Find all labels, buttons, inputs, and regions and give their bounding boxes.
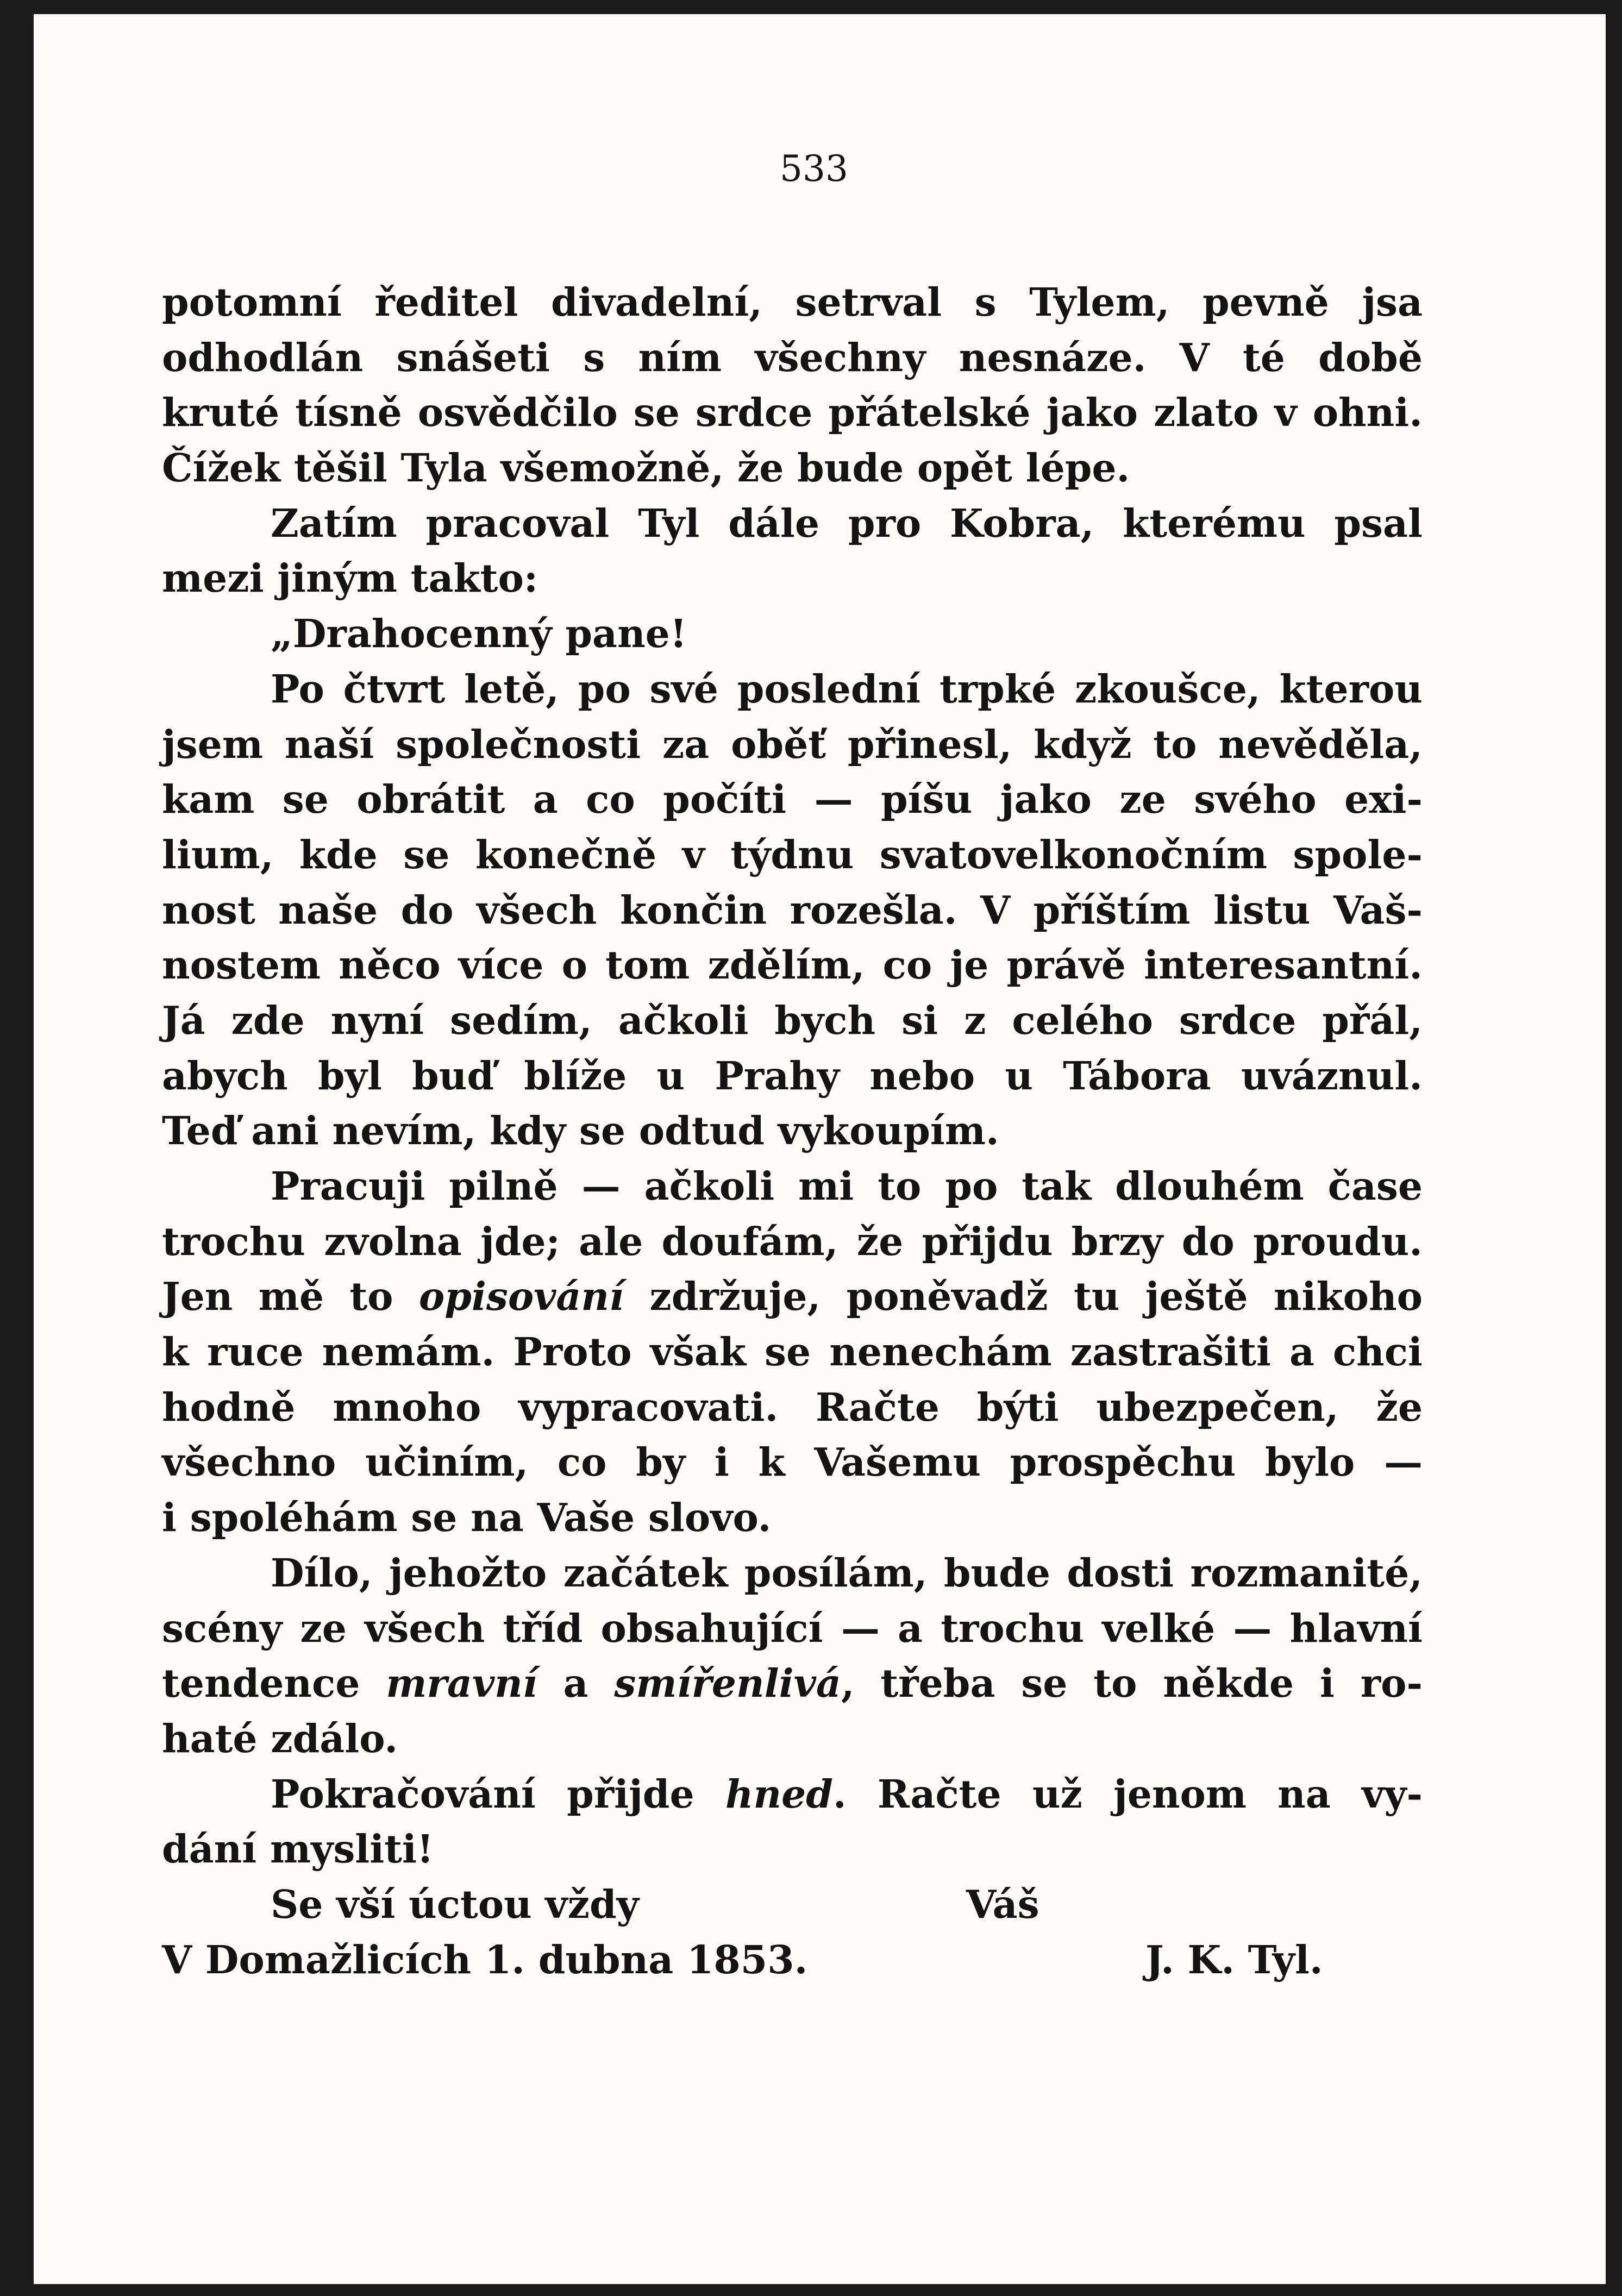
text-line: mezi jiným takto:	[162, 555, 538, 601]
text-line: Dílo, jehožto začátek posílám, bude dosti rozmanité,	[271, 1550, 1423, 1596]
letter-signature-line	[162, 1933, 1423, 1988]
closing-phrase: Se vší úctou vždy	[271, 1881, 639, 1927]
text-line: lium, kde se konečně v týdnu svatovelkonočním spole-	[162, 831, 1423, 877]
text-segment: zdržuje, poněvadž tu ještě nikoho	[624, 1274, 1423, 1320]
text-line	[162, 1269, 1423, 1325]
text-line: nost naše do všech končin rozešla. V příštím listu Vaš-	[162, 887, 1423, 933]
emphasized-text: mravní	[386, 1660, 537, 1707]
text-line: abych byl buď blíže u Prahy nebo u Tábora uváznul.	[162, 1052, 1423, 1099]
text-line: všechno učiním, co by i k Vašemu prospěchu bylo —	[162, 1439, 1423, 1485]
text-line: k ruce nemám. Proto však se nenechám zastrašiti a chci	[162, 1329, 1423, 1375]
signature-name: J. K. Tyl.	[1145, 1936, 1323, 1983]
text-line: kruté tísně osvědčilo se srdce přátelské jako zlato v ohni.	[162, 390, 1423, 436]
emphasized-text: smířenlivá	[614, 1660, 841, 1707]
text-line: nostem něco více o tom zdělím, co je právě interesantní.	[162, 942, 1423, 988]
text-line: kam se obrátit a co počíti — píšu jako ze svého exi-	[162, 776, 1423, 823]
text-line: i spoléhám se na Vaše slovo.	[162, 1495, 772, 1541]
text-line: jsem naší společnosti za oběť přinesl, když to nevěděla,	[162, 721, 1423, 767]
text-line: Po čtvrt letě, po své poslední trpké zkoušce, kterou	[271, 666, 1423, 712]
emphasized-text: opisování	[418, 1274, 624, 1320]
text-line: Zatím pracoval Tyl dále pro Kobra, kterému psal	[271, 500, 1423, 546]
text-line: Já zde nyní sedím, ačkoli bych si z celého srdce přál,	[162, 997, 1423, 1043]
text-segment: tendence	[162, 1660, 386, 1707]
text-line: potomní ředitel divadelní, setrval s Tylem, pevně jsa	[162, 279, 1423, 325]
text-segment: a	[537, 1660, 615, 1707]
text-line: Teď ani nevím, kdy se odtud vykoupím.	[162, 1108, 999, 1154]
page-number: 533	[780, 148, 848, 190]
text-line	[162, 1656, 1423, 1711]
text-segment: . Račte už jenom na vy-	[832, 1771, 1423, 1817]
text-segment: Jen mě to	[162, 1274, 419, 1320]
text-line: odhodlán snášeti s ním všechny nesnáze. V té době	[162, 334, 1423, 380]
text-line	[162, 1767, 1423, 1822]
text-line: dání mysliti!	[162, 1826, 434, 1872]
letter-closing	[162, 1877, 1423, 1933]
text-line: Pracuji pilně — ačkoli mi to po tak dlouhém čase	[271, 1163, 1423, 1209]
text-body	[162, 275, 1423, 1877]
closing-yours: Váš	[966, 1881, 1039, 1927]
emphasized-text: hned	[725, 1771, 833, 1817]
text-line: Čížek těšil Tyla všemožně, že bude opět lépe.	[162, 445, 1130, 491]
text-line: trochu zvolna jde; ale doufám, že přijdu brzy do proudu.	[162, 1218, 1423, 1264]
book-page	[162, 145, 1423, 1987]
place-and-date: V Domažlicích 1. dubna 1853.	[162, 1936, 808, 1983]
text-line: haté zdálo.	[162, 1715, 398, 1761]
text-segment: , třeba se to někde i ro-	[841, 1660, 1423, 1707]
text-line: „Drahocenný pane!	[271, 611, 687, 657]
text-line: hodně mnoho vypracovati. Račte býti ubezpečen, že	[162, 1384, 1423, 1430]
text-segment: Pokračování přijde	[271, 1771, 725, 1817]
text-line: scény ze všech tříd obsahující — a trochu velké — hlavní	[162, 1605, 1423, 1651]
